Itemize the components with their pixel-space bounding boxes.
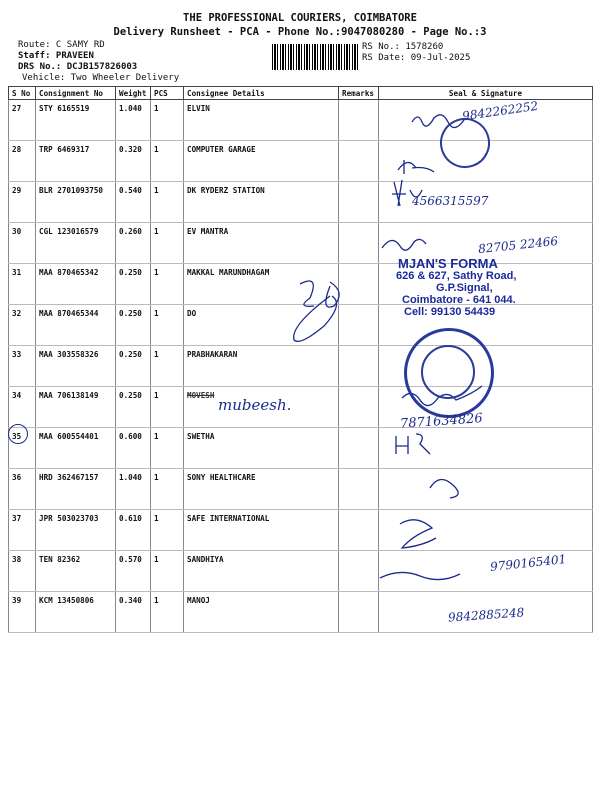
cell-remarks [339, 182, 379, 223]
cell-weight: 0.610 [116, 510, 151, 551]
cell-pcs: 1 [151, 141, 184, 182]
cell-remarks [339, 141, 379, 182]
cell-pcs: 1 [151, 100, 184, 141]
col-consignee: Consignee Details [184, 87, 339, 100]
cell-consignee: MANOJ [184, 592, 339, 633]
cell-remarks [339, 510, 379, 551]
cell-remarks [339, 469, 379, 510]
staff-label: Staff: PRAVEEN [18, 51, 94, 61]
cell-remarks [339, 387, 379, 428]
cell-sno: 27 [9, 100, 36, 141]
handwritten-row34-phone: 7871634826 [399, 411, 484, 432]
col-consignment: Consignment No [36, 87, 116, 100]
cell-pcs: 1 [151, 346, 184, 387]
cell-remarks [339, 264, 379, 305]
cell-weight: 0.260 [116, 223, 151, 264]
cell-consignment-no: CGL 123016579 [36, 223, 116, 264]
cell-remarks [339, 346, 379, 387]
cell-weight: 0.250 [116, 387, 151, 428]
cell-consignee: MAKKAL MARUNDHAGAM [184, 264, 339, 305]
cell-sno: 33 [9, 346, 36, 387]
cell-consignee: SONY HEALTHCARE [184, 469, 339, 510]
cell-sno: 28 [9, 141, 36, 182]
cell-remarks [339, 305, 379, 346]
table-row [9, 387, 593, 428]
cell-signature [379, 469, 593, 510]
barcode-image [272, 44, 358, 70]
handwritten-row30-phone: 82705 22466 [477, 233, 559, 257]
cell-sno: 31 [9, 264, 36, 305]
handwritten-row39-phone: 9842885248 [447, 605, 525, 625]
cell-consignment-no: JPR 503023703 [36, 510, 116, 551]
cell-consignment-no: TRP 6469317 [36, 141, 116, 182]
cell-pcs: 1 [151, 387, 184, 428]
cell-consignee: SAFE INTERNATIONAL [184, 510, 339, 551]
cell-sno: 29 [9, 182, 36, 223]
company-title: THE PROFESSIONAL COURIERS, COIMBATORE [183, 12, 417, 24]
cell-consignee: SWETHA [184, 428, 339, 469]
vehicle-label: Vehicle: Two Wheeler Delivery [22, 73, 180, 83]
table-row [9, 510, 593, 551]
cell-remarks [339, 223, 379, 264]
col-remarks: Remarks [339, 87, 379, 100]
cell-consignee: DK RYDERZ STATION [184, 182, 339, 223]
cell-sno: 32 [9, 305, 36, 346]
cell-signature [379, 510, 593, 551]
cell-sno: 39 [9, 592, 36, 633]
handwritten-row29-phone: 4566315597 [412, 194, 489, 208]
forma-stamp-name: MJAN'S FORMA [398, 256, 498, 271]
cell-pcs: 1 [151, 510, 184, 551]
hearing-centre-round-stamp [404, 328, 494, 418]
cell-sno: 30 [9, 223, 36, 264]
table-row [9, 305, 593, 346]
cell-consignment-no: KCM 13450806 [36, 592, 116, 633]
runsheet-table [8, 86, 593, 633]
cell-consignee: ELVIN [184, 100, 339, 141]
cell-weight: 0.540 [116, 182, 151, 223]
cell-sno: 36 [9, 469, 36, 510]
col-signature: Seal & Signature [379, 87, 593, 100]
cell-consignee: MOVESH [184, 387, 339, 428]
table-row [9, 346, 593, 387]
cell-consignee: PRABHAKARAN [184, 346, 339, 387]
cell-sno: 37 [9, 510, 36, 551]
cell-consignment-no: STY 6165519 [36, 100, 116, 141]
cell-consignee: SANDHIYA [184, 551, 339, 592]
table-row [9, 182, 593, 223]
table-header-row [9, 87, 593, 100]
table-row [9, 469, 593, 510]
cell-consignment-no: MAA 600554401 [36, 428, 116, 469]
cell-consignment-no: MAA 870465344 [36, 305, 116, 346]
rs-number: RS No.: 1578260 [362, 42, 444, 52]
cell-pcs: 1 [151, 223, 184, 264]
cell-pcs: 1 [151, 469, 184, 510]
drs-label: DRS No.: DCJB157826003 [18, 62, 138, 72]
cell-consignee: EV MANTRA [184, 223, 339, 264]
cell-weight: 0.600 [116, 428, 151, 469]
col-pcs: PCS [151, 87, 184, 100]
table-row [9, 428, 593, 469]
cell-pcs: 1 [151, 428, 184, 469]
forma-stamp-line4: Cell: 99130 54439 [404, 306, 496, 318]
cell-weight: 0.570 [116, 551, 151, 592]
cell-pcs: 1 [151, 305, 184, 346]
rs-date: RS Date: 09-Jul-2025 [362, 53, 471, 63]
col-weight: Weight [116, 87, 151, 100]
cell-consignee: DO [184, 305, 339, 346]
route-label: Route: C SAMY RD [18, 40, 105, 50]
cell-consignment-no: TEN 82362 [36, 551, 116, 592]
cell-consignment-no: HRD 362467157 [36, 469, 116, 510]
cell-signature [379, 428, 593, 469]
table-row [9, 141, 593, 182]
cell-pcs: 1 [151, 264, 184, 305]
cell-weight: 1.040 [116, 100, 151, 141]
cell-consignment-no: MAA 870465342 [36, 264, 116, 305]
forma-stamp-line3: Coimbatore - 641 044. [402, 294, 516, 306]
handwritten-row27-number: 9842262252 [461, 98, 539, 124]
forma-stamp-line1: 626 & 627, Sathy Road, [396, 270, 517, 282]
runsheet-subtitle: Delivery Runsheet - PCA - Phone No.:9047080280 - Page No.:3 [113, 26, 487, 38]
handwritten-row38-phone: 9790165401 [489, 552, 567, 574]
cell-weight: 0.250 [116, 305, 151, 346]
cell-remarks [339, 551, 379, 592]
cell-remarks [339, 592, 379, 633]
cell-sno: 34 [9, 387, 36, 428]
cell-weight: 0.340 [116, 592, 151, 633]
cell-consignee: COMPUTER GARAGE [184, 141, 339, 182]
cell-sno: 38 [9, 551, 36, 592]
cell-weight: 0.250 [116, 346, 151, 387]
cell-weight: 0.250 [116, 264, 151, 305]
cell-pcs: 1 [151, 551, 184, 592]
cell-remarks [339, 100, 379, 141]
cell-weight: 0.320 [116, 141, 151, 182]
cell-sno: 35 [9, 428, 36, 469]
handwritten-row34-correction: mubeesh. [218, 396, 292, 414]
circled-row-35-mark [8, 424, 28, 444]
cell-remarks [339, 428, 379, 469]
cell-consignment-no: BLR 2701093750 [36, 182, 116, 223]
cell-consignment-no: MAA 706138149 [36, 387, 116, 428]
forma-stamp-line2: G.P.Signal, [436, 282, 493, 294]
cell-consignment-no: MAA 303558326 [36, 346, 116, 387]
cell-weight: 1.040 [116, 469, 151, 510]
col-sno: S No [9, 87, 36, 100]
cell-pcs: 1 [151, 182, 184, 223]
cell-pcs: 1 [151, 592, 184, 633]
